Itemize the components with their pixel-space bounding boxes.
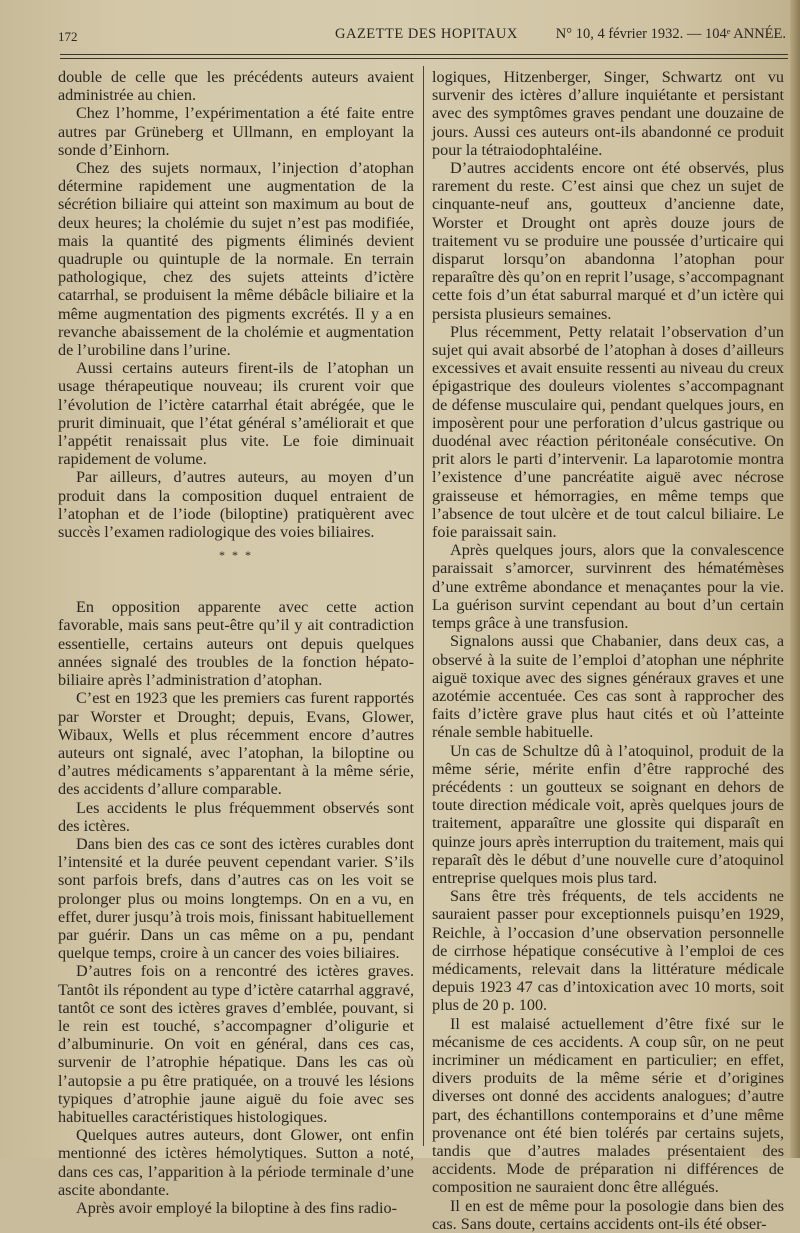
journal-title: GAZETTE DES HOPITAUX (335, 26, 518, 42)
running-header (58, 26, 786, 46)
paragraph: Après avoir employé la biloptine à des fins radio- (76, 1198, 397, 1217)
paragraph: Il en est de même pour la posologie dans bien des cas. Sans doute, certains accidents ont-ils été obser- (432, 1196, 784, 1233)
paragraph: Par ailleurs, d’autres auteurs, au moyen d’un produit dans la composition duquel entraient de l’atophan et de l’iode (biloptine) pratiquèrent avec succès l’examen radiologique des voies biliaires. (58, 468, 414, 542)
column-divider (423, 66, 424, 1146)
paragraph: Les accidents le plus fréquemment observés sont des ictères. (58, 798, 414, 835)
paragraph: Après quelques jours, alors que la convalescence paraissait s’amorcer, survinrent des hématémèses d’une extrême abondance et menaçantes pour la vie. La guérison survint cependant au bout d’un certain temps grâce à une transfusion. (432, 541, 784, 633)
paragraph: Un cas de Schultze dû à l’atoquinol, produit de la même série, mérite enfin d’être rapproché des précédents : un goutteux se soignant en dehors de toute direction médicale voit, après quelques jours de traitement, apparaître une glossite qui disparaît en quinze jours après interruption du traitement, mais qui reparaît dès le début d’une nouvelle cure d’atoquinol entreprise quelques mois plus tard. (432, 741, 784, 887)
header-rule (60, 54, 788, 55)
paragraph: En opposition apparente avec cette action favorable, mais sans peut-être qu’il y ait contradiction essentielle, certains auteurs ont depuis quelques années signalé des troubles de la fonction hépato-biliaire après l’administration d’atophan. (58, 598, 414, 690)
paragraph: double de celle que les précédents auteurs avaient administrée au chien. (58, 68, 414, 105)
paragraph: D’autres fois on a rencontré des ictères graves. Tantôt ils répondent au type d’ictère catarrhal aggravé, tantôt ce sont des ictères graves d’emblée, pouvant, si le rein est touché, s’accompagner d’oligurie et d’albuminurie. On voit en général, dans ces cas, survenir de l’atrophie hépatique. Dans les cas où l’autopsie a pu être pratiquée, on a trouvé les lésions typiques d’atrophie jaune aiguë du foie avec ses habituelles caractéristiques histologiques. (58, 962, 414, 1126)
issue-info: N° 10, 4 février 1932. — 104ᵉ ANNÉE. (555, 26, 786, 42)
left-column (58, 68, 414, 1217)
paragraph: Dans bien des cas ce sont des ictères curables dont l’intensité et la durée peuvent cependant varier. S’ils sont parfois brefs, dans d’autres cas on les voit se prolonger plus ou moins longtemps. On en a vu, en effet, durer jusqu’à trois mois, finissant habituellement par guérir. Dans un cas même on a pu, pendant quelque temps, croire à un cancer des voies biliaires. (58, 834, 414, 963)
paragraph: Plus récemment, Petty relatait l’observation d’un sujet qui avait absorbé de l’atophan à doses d’ailleurs excessives et avait ensuite ressenti au niveau du creux épigastrique des douleurs violentes s’accompagnant de défense musculaire qui, pendant quelques jours, en imposèrent pour une perforation d’ulcus gastrique ou duodénal avec réaction péritonéale consécutive. On prit alors le parti d’intervenir. La laparotomie montra l’existence d’une pancréatite aiguë avec nécrose graisseuse et hémorragies, en même temps que l’absence de tout ulcère et de tout calcul biliaire. Le foie paraissait sain. (432, 322, 784, 542)
section-separator: * * * (219, 548, 253, 563)
header-rule-thin (60, 58, 788, 59)
page-number: 172 (58, 29, 78, 44)
page-edge (790, 0, 800, 1158)
paragraph: Signalons aussi que Chabanier, dans deux cas, a observé à la suite de l’emploi d’atophan une néphrite aiguë toxique avec des signes généraux graves et une azotémie accentuée. Ces cas sont à rapprocher des faits d’ictère grave plus haut cités et où l’atteinte rénale semble habituelle. (432, 632, 784, 742)
paragraph: Il est malaisé actuellement d’être fixé sur le mécanisme de ces accidents. A coup sûr, on ne peut incriminer un médicament en particulier; en effet, divers produits de la même série et d’origines diverses ont donné des accidents analogues; d’autre part, des échantillons contemporains et d’une même provenance ont été bien tolérés par certains sujets, tandis que d’autres malades présentaient des accidents. Mode de préparation ni différences de composition ne sauraient donc être allégués. (432, 1014, 784, 1197)
paragraph: Aussi certains auteurs firent-ils de l’atophan un usage thérapeutique nouveau; ils crurent voir que l’évolution de l’ictère catarrhal était abrégée, que le prurit diminuait, que l’état général s’améliorait et que l’appétit renaissait plus vite. Le foie diminuait rapidement de volume. (58, 359, 414, 469)
right-column (432, 68, 784, 1233)
paragraph: Chez l’homme, l’expérimentation a été faite entre autres par Grüneberg et Ullmann, en employant la sonde d’Einhorn. (58, 104, 414, 159)
paragraph: D’autres accidents encore ont été observés, plus rarement du reste. C’est ainsi que chez un sujet de cinquante-neuf ans, goutteux d’ancienne date, Worster et Drought ont après douze jours de traitement vu se produire une poussée d’urticaire qui disparut lorsqu’on abandonna l’atophan pour reparaître dès qu’on en reprit l’usage, s’accompagnant cette fois d’un état saburral marqué et d’un ictère qui persista plusieurs semaines. (432, 159, 784, 323)
paragraph: logiques, Hitzenberger, Singer, Schwartz ont vu survenir des ictères d’allure inquiétante et persistant avec des symptômes graves pendant une douzaine de jours. Aussi ces auteurs ont-ils abandonné ce produit pour la tétraiodophtaléine. (432, 68, 784, 159)
paragraph: Quelques autres auteurs, dont Glower, ont enfin mentionné des ictères hémolytiques. Sutton a noté, dans ces cas, l’apparition à la période terminale d’une ascite abondante. (58, 1126, 414, 1199)
paragraph: C’est en 1923 que les premiers cas furent rapportés par Worster et Drought; depuis, Evans, Glower, Wibaux, Wells et plus récemment encore d’autres auteurs ont signalé, avec l’atophan, la biloptine ou d’autres médicaments s’apparentant à la même série, des accidents d’allure comparable. (58, 689, 414, 799)
paragraph: Chez des sujets normaux, l’injection d’atophan détermine rapidement une augmentation de la sécrétion biliaire qui atteint son maximum au bout de deux heures; la cholémie du sujet n’est pas modifiée, mais la quantité des pigments éliminés devient quadruple ou quintuple de la normale. En terrain pathologique, chez des sujets atteints d’ictère catarrhal, se produisent la même débâcle biliaire et la même augmentation des pigments excrétés. Il y a en revanche abaissement de la cholémie et augmentation de l’urobiline dans l’urine. (58, 159, 414, 360)
paragraph: Sans être très fréquents, de tels accidents ne sauraient passer pour exceptionnels puisqu’en 1929, Reichle, à l’occasion d’une observation personnelle de cirrhose hépatique consécutive à l’emploi de ces médicaments, relevait dans la littérature médicale depuis 1923 47 cas d’intoxication avec 10 morts, soit plus de 20 p. 100. (432, 887, 784, 1015)
